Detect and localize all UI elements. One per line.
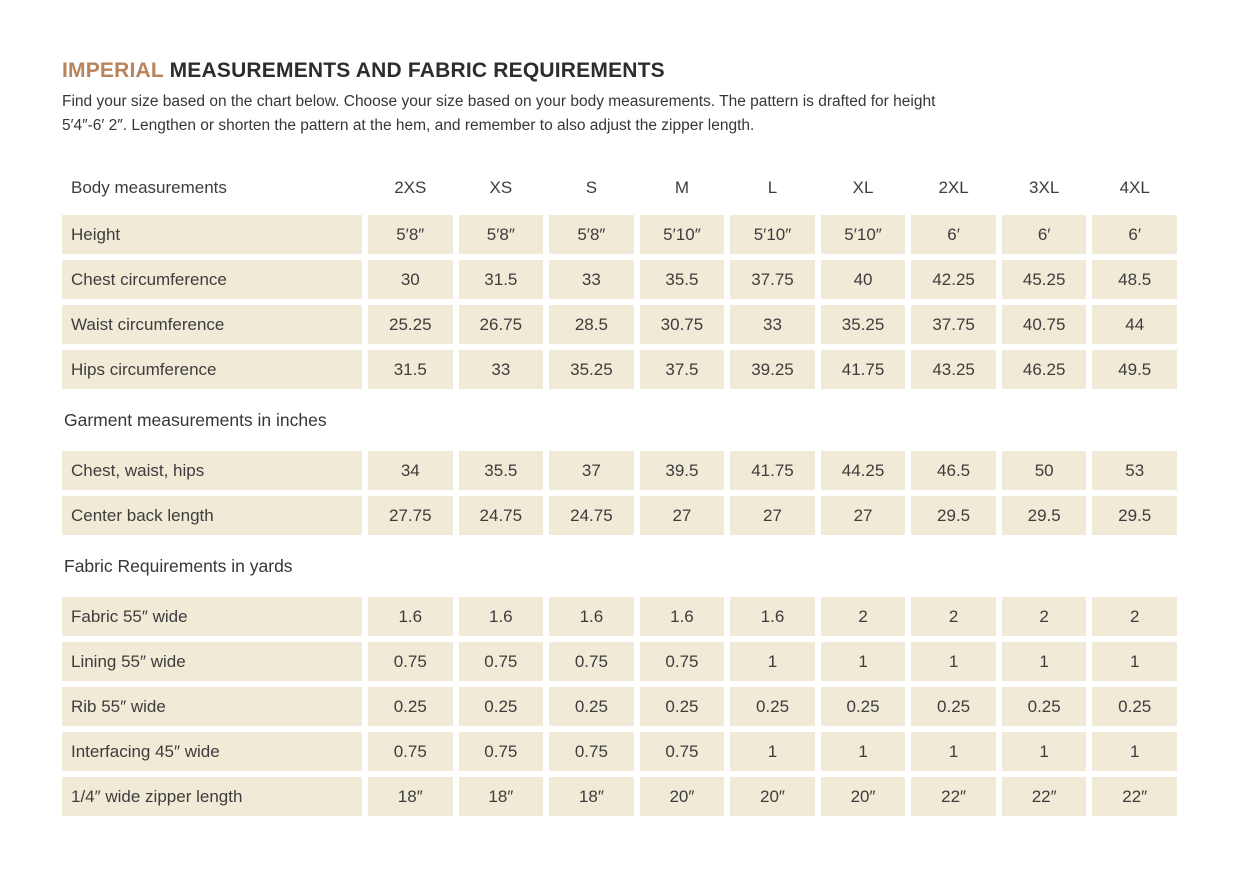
size-column-header: L xyxy=(767,178,778,198)
value-cell: 39.5 xyxy=(640,451,725,490)
value-cell: 35.25 xyxy=(549,350,634,389)
value-cell: 0.25 xyxy=(1092,687,1177,726)
size-column-header: S xyxy=(585,178,598,198)
page-subtitle xyxy=(62,90,1177,138)
row-label: Rib 55″ wide xyxy=(62,687,362,726)
value-cell: 40.75 xyxy=(1002,305,1087,344)
value-cell: 46.5 xyxy=(911,451,996,490)
subtitle-line-1: Find your size based on the chart below. Choose your size based on your body measurements. The pattern is drafted for height xyxy=(62,93,936,111)
value-cell: 1.6 xyxy=(640,597,725,636)
value-cell: 41.75 xyxy=(821,350,906,389)
table-row xyxy=(62,215,1177,254)
row-label: Waist circumference xyxy=(62,305,362,344)
value-cell: 42.25 xyxy=(911,260,996,299)
value-cell: 1 xyxy=(730,642,815,681)
value-cell: 1 xyxy=(1002,642,1087,681)
value-cell: 26.75 xyxy=(459,305,544,344)
value-cell: 6′ xyxy=(1002,215,1087,254)
value-cell: 2 xyxy=(1092,597,1177,636)
value-cell: 0.25 xyxy=(640,687,725,726)
value-cell: 0.75 xyxy=(549,732,634,771)
value-cell: 0.75 xyxy=(549,642,634,681)
size-column-header: 3XL xyxy=(1029,178,1060,198)
value-cell: 37.75 xyxy=(911,305,996,344)
value-cell: 2 xyxy=(911,597,996,636)
value-cell: 0.75 xyxy=(640,642,725,681)
value-cell: 28.5 xyxy=(549,305,634,344)
value-cell: 1.6 xyxy=(368,597,453,636)
value-cell: 5′10″ xyxy=(821,215,906,254)
value-cell: 0.25 xyxy=(1002,687,1087,726)
table-row xyxy=(62,451,1177,490)
page-title xyxy=(62,58,1177,84)
value-cell: 39.25 xyxy=(730,350,815,389)
value-cell: 44 xyxy=(1092,305,1177,344)
value-cell: 29.5 xyxy=(1092,496,1177,535)
value-cell: 5′10″ xyxy=(640,215,725,254)
value-cell: 20″ xyxy=(821,777,906,816)
table-row xyxy=(62,597,1177,636)
value-cell: 2 xyxy=(1002,597,1087,636)
row-label: Height xyxy=(62,215,362,254)
value-cell: 1 xyxy=(1092,642,1177,681)
value-cell: 0.25 xyxy=(911,687,996,726)
table-row xyxy=(62,687,1177,726)
value-cell: 1 xyxy=(911,732,996,771)
value-cell: 0.25 xyxy=(368,687,453,726)
value-cell: 35.5 xyxy=(640,260,725,299)
value-cell: 22″ xyxy=(1092,777,1177,816)
table-row xyxy=(62,642,1177,681)
value-cell: 0.25 xyxy=(821,687,906,726)
subtitle-line-2: 5′4″-6′ 2″. Lengthen or shorten the pattern at the hem, and remember to also adjust the zipper length. xyxy=(62,117,755,135)
value-cell: 0.75 xyxy=(368,732,453,771)
value-cell: 33 xyxy=(549,260,634,299)
row-label: Center back length xyxy=(62,496,362,535)
size-column-header: XS xyxy=(489,178,513,198)
value-cell: 20″ xyxy=(640,777,725,816)
section-title: Fabric Requirements in yards xyxy=(64,555,293,576)
table-row xyxy=(62,732,1177,771)
value-cell: 48.5 xyxy=(1092,260,1177,299)
value-cell: 44.25 xyxy=(821,451,906,490)
value-cell: 0.25 xyxy=(459,687,544,726)
section-title: Body measurements xyxy=(71,178,227,198)
value-cell: 46.25 xyxy=(1002,350,1087,389)
table-row xyxy=(62,260,1177,299)
value-cell: 25.25 xyxy=(368,305,453,344)
table-row xyxy=(62,496,1177,535)
value-cell: 0.75 xyxy=(459,732,544,771)
value-cell: 45.25 xyxy=(1002,260,1087,299)
table-row xyxy=(62,350,1177,389)
value-cell: 0.75 xyxy=(640,732,725,771)
value-cell: 33 xyxy=(730,305,815,344)
value-cell: 37.75 xyxy=(730,260,815,299)
row-label: Fabric 55″ wide xyxy=(62,597,362,636)
size-column-header: 4XL xyxy=(1119,178,1150,198)
value-cell: 37.5 xyxy=(640,350,725,389)
value-cell: 6′ xyxy=(911,215,996,254)
value-cell: 18″ xyxy=(549,777,634,816)
value-cell: 20″ xyxy=(730,777,815,816)
value-cell: 40 xyxy=(821,260,906,299)
value-cell: 27 xyxy=(821,496,906,535)
value-cell: 1.6 xyxy=(459,597,544,636)
value-cell: 1 xyxy=(821,732,906,771)
value-cell: 1 xyxy=(821,642,906,681)
value-cell: 27 xyxy=(730,496,815,535)
value-cell: 5′8″ xyxy=(368,215,453,254)
value-cell: 29.5 xyxy=(911,496,996,535)
value-cell: 30 xyxy=(368,260,453,299)
row-label: Interfacing 45″ wide xyxy=(62,732,362,771)
row-label: Chest circumference xyxy=(62,260,362,299)
size-column-header: XL xyxy=(852,178,874,198)
value-cell: 0.75 xyxy=(459,642,544,681)
page-title-rest: MEASUREMENTS AND FABRIC REQUIREMENTS xyxy=(163,59,665,82)
value-cell: 33 xyxy=(459,350,544,389)
table-row xyxy=(62,777,1177,816)
value-cell: 34 xyxy=(368,451,453,490)
value-cell: 0.75 xyxy=(368,642,453,681)
measurement-table xyxy=(62,168,1177,816)
size-column-header: 2XL xyxy=(938,178,969,198)
value-cell: 0.25 xyxy=(730,687,815,726)
value-cell: 35.25 xyxy=(821,305,906,344)
value-cell: 22″ xyxy=(1002,777,1087,816)
value-cell: 5′10″ xyxy=(730,215,815,254)
value-cell: 50 xyxy=(1002,451,1087,490)
size-column-header: M xyxy=(674,178,690,198)
section-title: Garment measurements in inches xyxy=(64,409,327,430)
value-cell: 41.75 xyxy=(730,451,815,490)
value-cell: 43.25 xyxy=(911,350,996,389)
size-header-row xyxy=(62,168,1177,208)
value-cell: 6′ xyxy=(1092,215,1177,254)
value-cell: 5′8″ xyxy=(549,215,634,254)
row-label: 1/4″ wide zipper length xyxy=(62,777,362,816)
value-cell: 0.25 xyxy=(549,687,634,726)
value-cell: 35.5 xyxy=(459,451,544,490)
value-cell: 30.75 xyxy=(640,305,725,344)
size-chart-page xyxy=(62,58,1177,822)
value-cell: 49.5 xyxy=(1092,350,1177,389)
table-row xyxy=(62,305,1177,344)
value-cell: 31.5 xyxy=(459,260,544,299)
row-label: Chest, waist, hips xyxy=(62,451,362,490)
value-cell: 1 xyxy=(1002,732,1087,771)
value-cell: 5′8″ xyxy=(459,215,544,254)
value-cell: 27 xyxy=(640,496,725,535)
value-cell: 29.5 xyxy=(1002,496,1087,535)
value-cell: 18″ xyxy=(368,777,453,816)
value-cell: 18″ xyxy=(459,777,544,816)
size-column-header: 2XS xyxy=(394,178,427,198)
value-cell: 53 xyxy=(1092,451,1177,490)
value-cell: 1.6 xyxy=(730,597,815,636)
value-cell: 37 xyxy=(549,451,634,490)
value-cell: 31.5 xyxy=(368,350,453,389)
value-cell: 2 xyxy=(821,597,906,636)
value-cell: 1 xyxy=(730,732,815,771)
value-cell: 1 xyxy=(1092,732,1177,771)
row-label: Lining 55″ wide xyxy=(62,642,362,681)
value-cell: 22″ xyxy=(911,777,996,816)
value-cell: 27.75 xyxy=(368,496,453,535)
page-title-highlight: IMPERIAL xyxy=(62,59,164,82)
value-cell: 24.75 xyxy=(549,496,634,535)
row-label: Hips circumference xyxy=(62,350,362,389)
value-cell: 1 xyxy=(911,642,996,681)
value-cell: 24.75 xyxy=(459,496,544,535)
value-cell: 1.6 xyxy=(549,597,634,636)
